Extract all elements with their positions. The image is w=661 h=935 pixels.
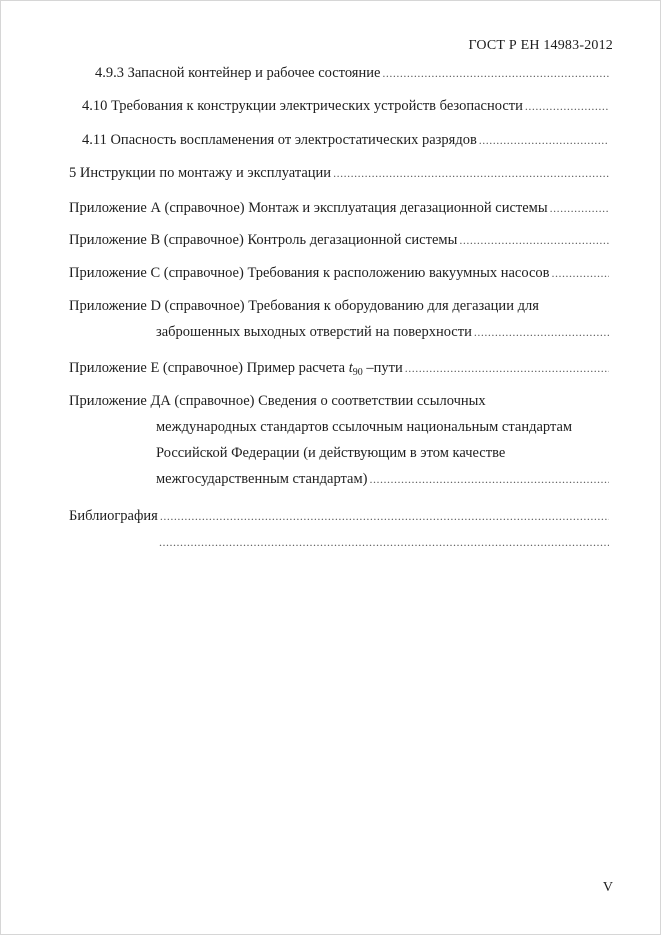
toc-entry-text: Библиография xyxy=(69,508,158,524)
toc-entry-text: Приложение ДА (справочное) Сведения о соответствии ссылочных xyxy=(69,393,486,409)
toc-entry-text: Приложение С (справочное) Требования к расположению вакуумных насосов xyxy=(69,265,550,281)
variable-t: t xyxy=(348,360,353,376)
toc-entry-text: Приложение В (справочное) Контроль дегазационной системы xyxy=(69,232,458,248)
leader-dots xyxy=(550,195,609,221)
toc-entry-appendix-a[interactable] xyxy=(69,195,609,221)
toc-entry-appendix-c[interactable] xyxy=(69,260,609,286)
leader-dots xyxy=(459,227,609,253)
toc-entry-text: 5 Инструкции по монтажу и эксплуатации xyxy=(69,165,332,181)
toc-entry-text: 4.11 Опасность воспламенения от электростатических разрядов xyxy=(82,132,477,148)
toc-entry-4-11[interactable] xyxy=(82,127,609,153)
toc-entry-5[interactable] xyxy=(69,160,609,186)
leader-dots xyxy=(159,529,609,555)
toc-entry-appendix-d[interactable] xyxy=(69,293,609,345)
toc-entry-appendix-da[interactable] xyxy=(69,388,609,492)
toc-entry-text: 4.9.3 Запасной контейнер и рабочее состояние xyxy=(95,65,381,81)
subscript-90: 90 xyxy=(352,367,363,378)
toc-entry-text: 4.10 Требования к конструкции электрических устройств безопасности xyxy=(82,98,523,114)
toc-entry-text-continued: межгосударственным стандартам) xyxy=(156,471,368,487)
leader-dots xyxy=(479,127,609,153)
toc-entry-text: Приложение D (справочное) Требования к оборудованию для дегазации для xyxy=(69,298,539,314)
leader-dots xyxy=(160,503,609,529)
leader-dots xyxy=(552,260,609,286)
toc-entry-appendix-b[interactable] xyxy=(69,227,609,253)
toc-entry-text-continued: Российской Федерации (и действующим в этом качестве xyxy=(156,445,506,461)
leader-dots xyxy=(474,319,609,345)
toc-entry-text-continued: международных стандартов ссылочным национальным стандартам xyxy=(156,419,573,435)
leader-dots xyxy=(333,160,609,186)
leader-dots xyxy=(369,466,609,492)
toc-entry-4-10[interactable] xyxy=(82,93,609,119)
leader-dots xyxy=(382,60,609,86)
toc-entry-text: Приложение Е (справочное) Пример расчета $t_{90}$ –пути xyxy=(69,360,403,378)
toc-entry-appendix-e[interactable] xyxy=(69,355,609,386)
document-code: ГОСТ Р ЕН 14983-2012 xyxy=(468,38,613,53)
leader-dots xyxy=(525,93,609,119)
toc-entry-bibliography[interactable] xyxy=(69,503,609,555)
leader-dots xyxy=(405,355,609,381)
page-number: V xyxy=(602,880,613,895)
toc-entry-4-9-3[interactable] xyxy=(95,60,609,86)
toc-entry-text: Приложение А (справочное) Монтаж и эксплуатация дегазационной системы xyxy=(69,200,548,216)
toc-entry-text-continued: заброшенных выходных отверстий на поверхности xyxy=(156,324,472,340)
